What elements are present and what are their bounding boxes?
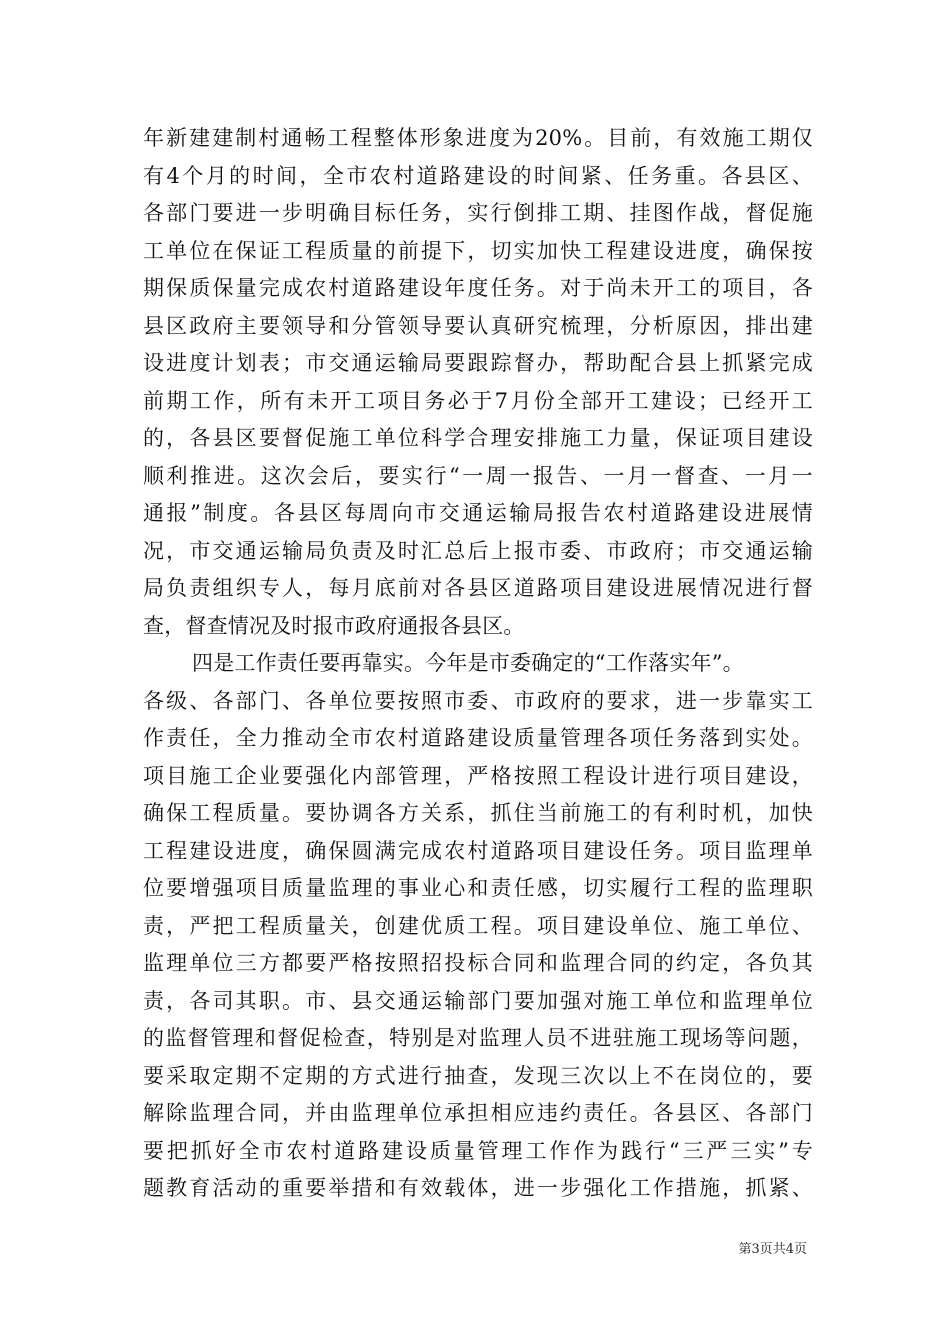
text-line: 通报”制度。各县区每周向市交通运输局报告农村道路建设进展情 bbox=[143, 501, 813, 525]
text-line: 确保工程质量。要协调各方关系，抓住当前施工的有利时机，加快 bbox=[143, 801, 813, 825]
text-line: 局负责组织专人，每月底前对各县区道路项目建设进展情况进行督 bbox=[143, 576, 813, 600]
text-line: 各部门要进一步明确目标任务，实行倒排工期、挂图作战，督促施 bbox=[143, 201, 813, 225]
text-line: 项目施工企业要强化内部管理，严格按照工程设计进行项目建设， bbox=[143, 763, 813, 788]
text-line: 要采取定期不定期的方式进行抽查，发现三次以上不在岗位的，要 bbox=[143, 1063, 813, 1088]
text-line: 设进度计划表；市交通运输局要跟踪督办，帮助配合县上抓紧完成 bbox=[143, 351, 813, 375]
body-text bbox=[143, 120, 813, 1208]
page-number: 第3页共4页 bbox=[738, 1242, 807, 1257]
paragraph-first-line: 四是工作责任要再靠实。今年是市委确定的“工作落实年”。 bbox=[192, 651, 744, 675]
text-line: 监理单位三方都要严格按照招投标合同和监理合同的约定，各负其 bbox=[143, 951, 813, 975]
text-line: 有4个月的时间，全市农村道路建设的时间紧、任务重。各县区、 bbox=[143, 163, 813, 188]
text-line: 期保质保量完成农村道路建设年度任务。对于尚未开工的项目，各 bbox=[143, 276, 813, 300]
text-line: 要把抓好全市农村道路建设质量管理工作作为践行“三严三实”专 bbox=[143, 1138, 813, 1163]
text-line: 县区政府主要领导和分管领导要认真研究梳理，分析原因，排出建 bbox=[143, 313, 813, 338]
text-line: 解除监理合同，并由监理单位承担相应违约责任。各县区、各部门 bbox=[143, 1101, 813, 1125]
text-line: 况，市交通运输局负责及时汇总后上报市委、市政府；市交通运输 bbox=[143, 538, 813, 563]
text-line: 的监督管理和督促检查，特别是对监理人员不进驻施工现场等问题， bbox=[143, 1026, 813, 1050]
text-line: 各级、各部门、各单位要按照市委、市政府的要求，进一步靠实工 bbox=[143, 688, 813, 713]
text-line: 工程建设进度，确保圆满完成农村道路项目建设任务。项目监理单 bbox=[143, 838, 813, 863]
text-line: 工单位在保证工程质量的前提下，切实加快工程建设进度，确保按 bbox=[143, 238, 813, 263]
text-line: 前期工作，所有未开工项目务必于7月份全部开工建设；已经开工 bbox=[143, 388, 813, 413]
text-line: 作责任，全力推动全市农村道路建设质量管理各项任务落到实处。 bbox=[143, 726, 813, 750]
text-line: 查，督查情况及时报市政府通报各县区。 bbox=[143, 613, 525, 638]
text-line: 顺利推进。这次会后，要实行“一周一报告、一月一督查、一月一 bbox=[143, 463, 813, 488]
text-line: 位要增强项目质量监理的事业心和责任感，切实履行工程的监理职 bbox=[143, 876, 813, 900]
text-line: 题教育活动的重要举措和有效载体，进一步强化工作措施，抓紧、 bbox=[143, 1176, 813, 1200]
page-footer bbox=[0, 1240, 950, 1264]
text-line: 责，各司其职。市、县交通运输部门要加强对施工单位和监理单位 bbox=[143, 988, 813, 1013]
text-line: 的，各县区要督促施工单位科学合理安排施工力量，保证项目建设 bbox=[143, 426, 813, 450]
text-line: 责，严把工程质量关，创建优质工程。项目建设单位、施工单位、 bbox=[143, 913, 813, 938]
text-line: 年新建建制村通畅工程整体形象进度为20%。目前，有效施工期仅 bbox=[143, 126, 813, 150]
